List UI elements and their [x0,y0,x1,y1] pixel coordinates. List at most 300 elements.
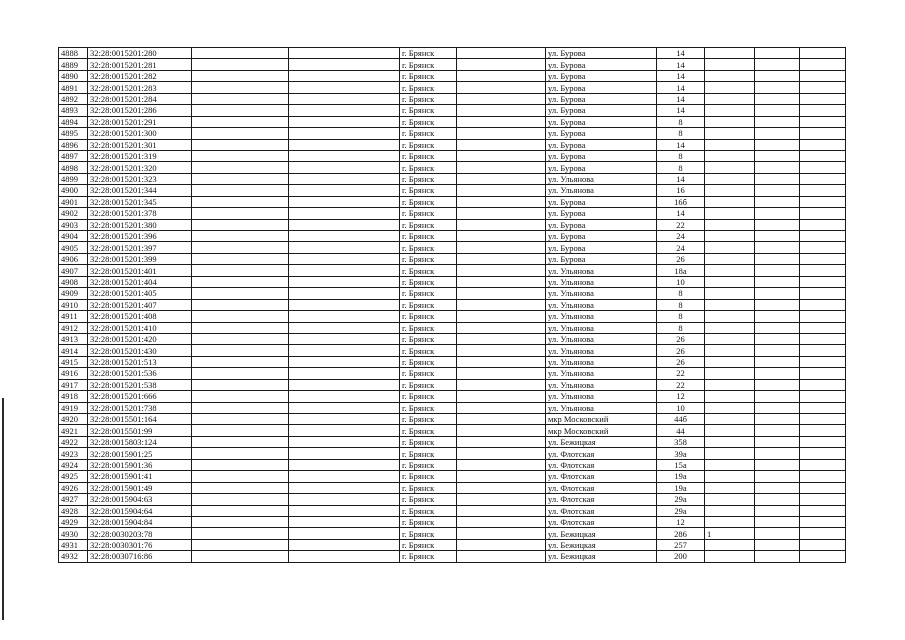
street-cell: ул. Бурова [546,70,657,81]
empty-cell [289,551,400,562]
mark-cell [705,505,755,516]
city-cell: г. Брянск [400,116,457,127]
table-row [59,299,846,310]
empty-cell [192,105,289,116]
empty-cell [289,48,400,59]
empty-cell [289,356,400,367]
cadastral-number-cell: 32:28:0015904:84 [88,516,192,527]
mark-cell [705,471,755,482]
city-cell: г. Брянск [400,539,457,550]
house-number-cell: 12 [657,516,705,527]
table-body [59,48,846,563]
street-cell: ул. Ульянова [546,356,657,367]
house-number-cell: 39а [657,448,705,459]
empty-cell [800,116,846,127]
empty-cell [457,356,546,367]
street-cell: ул. Ульянова [546,402,657,413]
empty-cell [457,311,546,322]
table-row [59,139,846,150]
cadastral-number-cell: 32:28:0030203:78 [88,528,192,539]
empty-cell [192,311,289,322]
empty-cell [192,185,289,196]
empty-cell [755,425,800,436]
city-cell: г. Брянск [400,70,457,81]
empty-cell [192,253,289,264]
street-cell: ул. Бежицкая [546,539,657,550]
mark-cell [705,516,755,527]
row-number-cell: 4919 [59,402,88,413]
city-cell: г. Брянск [400,139,457,150]
cadastral-number-cell: 32:28:0015201:396 [88,231,192,242]
cadastral-number-cell: 32:28:0015201:283 [88,82,192,93]
empty-cell [800,70,846,81]
table-row [59,231,846,242]
empty-cell [289,185,400,196]
empty-cell [289,82,400,93]
mark-cell [705,368,755,379]
mark-cell [705,265,755,276]
empty-cell [289,391,400,402]
row-number-cell: 4924 [59,459,88,470]
street-cell: ул. Бурова [546,208,657,219]
cadastral-number-cell: 32:28:0015201:345 [88,196,192,207]
city-cell: г. Брянск [400,150,457,161]
cadastral-number-cell: 32:28:0015201:282 [88,70,192,81]
house-number-cell: 16 [657,185,705,196]
street-cell: ул. Бурова [546,253,657,264]
house-number-cell: 8 [657,299,705,310]
table-row [59,356,846,367]
empty-cell [457,425,546,436]
mark-cell [705,551,755,562]
table-row [59,345,846,356]
scan-edge-shadow [2,398,4,620]
house-number-cell: 14 [657,208,705,219]
empty-cell [755,402,800,413]
empty-cell [192,219,289,230]
empty-cell [457,528,546,539]
house-number-cell: 29а [657,505,705,516]
street-cell: ул. Флотская [546,471,657,482]
empty-cell [192,139,289,150]
table-row [59,208,846,219]
street-cell: ул. Ульянова [546,391,657,402]
empty-cell [800,482,846,493]
city-cell: г. Брянск [400,482,457,493]
empty-cell [192,345,289,356]
empty-cell [457,208,546,219]
empty-cell [755,162,800,173]
empty-cell [289,425,400,436]
empty-cell [289,219,400,230]
row-number-cell: 4894 [59,116,88,127]
table-row [59,414,846,425]
table-row [59,82,846,93]
empty-cell [755,299,800,310]
cadastral-number-cell: 32:28:0015201:380 [88,219,192,230]
empty-cell [457,253,546,264]
row-number-cell: 4893 [59,105,88,116]
empty-cell [800,299,846,310]
table-row [59,551,846,562]
row-number-cell: 4929 [59,516,88,527]
street-cell: мкр Московский [546,414,657,425]
house-number-cell: 257 [657,539,705,550]
empty-cell [457,116,546,127]
empty-cell [755,128,800,139]
house-number-cell: 14 [657,59,705,70]
mark-cell [705,448,755,459]
city-cell: г. Брянск [400,379,457,390]
empty-cell [457,150,546,161]
house-number-cell: 16б [657,196,705,207]
row-number-cell: 4925 [59,471,88,482]
row-number-cell: 4892 [59,93,88,104]
table-row [59,459,846,470]
empty-cell [457,231,546,242]
empty-cell [289,265,400,276]
empty-cell [755,459,800,470]
street-cell: ул. Ульянова [546,322,657,333]
empty-cell [289,231,400,242]
empty-cell [457,105,546,116]
empty-cell [192,391,289,402]
cadastral-number-cell: 32:28:0015201:738 [88,402,192,413]
empty-cell [800,150,846,161]
empty-cell [800,59,846,70]
mark-cell [705,139,755,150]
empty-cell [289,288,400,299]
empty-cell [289,311,400,322]
cadastral-number-cell: 32:28:0015901:49 [88,482,192,493]
empty-cell [289,379,400,390]
table-row [59,185,846,196]
empty-cell [192,471,289,482]
empty-cell [755,185,800,196]
table-row [59,516,846,527]
empty-cell [800,322,846,333]
empty-cell [755,265,800,276]
empty-cell [755,105,800,116]
empty-cell [192,162,289,173]
mark-cell [705,402,755,413]
mark-cell [705,539,755,550]
empty-cell [457,185,546,196]
house-number-cell: 22 [657,379,705,390]
empty-cell [457,551,546,562]
empty-cell [755,345,800,356]
empty-cell [289,139,400,150]
city-cell: г. Брянск [400,208,457,219]
street-cell: ул. Флотская [546,482,657,493]
table-row [59,116,846,127]
empty-cell [289,345,400,356]
empty-cell [755,48,800,59]
table-row [59,105,846,116]
empty-cell [192,379,289,390]
empty-cell [192,414,289,425]
cadastral-number-cell: 32:28:0015201:401 [88,265,192,276]
empty-cell [800,105,846,116]
city-cell: г. Брянск [400,414,457,425]
city-cell: г. Брянск [400,242,457,253]
empty-cell [457,345,546,356]
city-cell: г. Брянск [400,173,457,184]
empty-cell [192,59,289,70]
table-row [59,436,846,447]
row-number-cell: 4921 [59,425,88,436]
empty-cell [457,242,546,253]
empty-cell [755,139,800,150]
street-cell: ул. Ульянова [546,379,657,390]
empty-cell [192,505,289,516]
house-number-cell: 8 [657,288,705,299]
house-number-cell: 8 [657,162,705,173]
row-number-cell: 4914 [59,345,88,356]
empty-cell [289,494,400,505]
empty-cell [192,173,289,184]
row-number-cell: 4913 [59,333,88,344]
empty-cell [289,253,400,264]
row-number-cell: 4905 [59,242,88,253]
empty-cell [755,93,800,104]
empty-cell [289,173,400,184]
table-row [59,70,846,81]
mark-cell [705,391,755,402]
house-number-cell: 12 [657,391,705,402]
empty-cell [755,196,800,207]
table-row [59,391,846,402]
empty-cell [755,311,800,322]
empty-cell [755,368,800,379]
city-cell: г. Брянск [400,299,457,310]
empty-cell [457,414,546,425]
empty-cell [800,345,846,356]
street-cell: ул. Флотская [546,516,657,527]
house-number-cell: 26 [657,345,705,356]
empty-cell [289,299,400,310]
table-row [59,368,846,379]
city-cell: г. Брянск [400,345,457,356]
mark-cell [705,105,755,116]
cadastral-number-cell: 32:28:0015201:405 [88,288,192,299]
empty-cell [755,173,800,184]
street-cell: ул. Ульянова [546,276,657,287]
street-cell: ул. Ульянова [546,368,657,379]
table-row [59,494,846,505]
empty-cell [192,116,289,127]
cadastral-number-cell: 32:28:0015901:25 [88,448,192,459]
row-number-cell: 4907 [59,265,88,276]
empty-cell [457,276,546,287]
mark-cell [705,208,755,219]
cadastral-number-cell: 32:28:0015201:323 [88,173,192,184]
city-cell: г. Брянск [400,288,457,299]
table-row [59,311,846,322]
city-cell: г. Брянск [400,356,457,367]
street-cell: ул. Бурова [546,139,657,150]
empty-cell [800,528,846,539]
row-number-cell: 4896 [59,139,88,150]
street-cell: ул. Ульянова [546,311,657,322]
cadastral-number-cell: 32:28:0030716:86 [88,551,192,562]
row-number-cell: 4901 [59,196,88,207]
empty-cell [289,505,400,516]
empty-cell [800,379,846,390]
mark-cell [705,436,755,447]
empty-cell [289,459,400,470]
empty-cell [457,379,546,390]
mark-cell [705,231,755,242]
house-number-cell: 18а [657,265,705,276]
house-number-cell: 26 [657,356,705,367]
empty-cell [457,448,546,459]
row-number-cell: 4897 [59,150,88,161]
empty-cell [800,459,846,470]
empty-cell [192,208,289,219]
empty-cell [800,414,846,425]
cadastral-number-cell: 32:28:0015501:164 [88,414,192,425]
empty-cell [755,471,800,482]
row-number-cell: 4915 [59,356,88,367]
city-cell: г. Брянск [400,253,457,264]
house-number-cell: 8 [657,128,705,139]
empty-cell [800,391,846,402]
empty-cell [192,288,289,299]
city-cell: г. Брянск [400,459,457,470]
empty-cell [192,516,289,527]
street-cell: ул. Бежицкая [546,436,657,447]
empty-cell [192,368,289,379]
cadastral-number-cell: 32:28:0015901:36 [88,459,192,470]
house-number-cell: 14 [657,173,705,184]
empty-cell [800,276,846,287]
city-cell: г. Брянск [400,162,457,173]
empty-cell [755,414,800,425]
city-cell: г. Брянск [400,333,457,344]
row-number-cell: 4898 [59,162,88,173]
row-number-cell: 4926 [59,482,88,493]
street-cell: ул. Бурова [546,48,657,59]
row-number-cell: 4930 [59,528,88,539]
city-cell: г. Брянск [400,516,457,527]
empty-cell [192,48,289,59]
mark-cell [705,311,755,322]
city-cell: г. Брянск [400,494,457,505]
empty-cell [457,494,546,505]
mark-cell [705,128,755,139]
empty-cell [800,162,846,173]
table-row [59,379,846,390]
empty-cell [192,448,289,459]
empty-cell [800,448,846,459]
street-cell: ул. Бурова [546,93,657,104]
empty-cell [755,116,800,127]
empty-cell [800,48,846,59]
cadastral-number-cell: 32:28:0015201:399 [88,253,192,264]
empty-cell [289,105,400,116]
city-cell: г. Брянск [400,196,457,207]
empty-cell [755,322,800,333]
empty-cell [192,242,289,253]
empty-cell [755,219,800,230]
cadastral-number-cell: 32:28:0015201:407 [88,299,192,310]
empty-cell [457,402,546,413]
row-number-cell: 4906 [59,253,88,264]
row-number-cell: 4912 [59,322,88,333]
empty-cell [755,150,800,161]
table-row [59,196,846,207]
house-number-cell: 8 [657,116,705,127]
empty-cell [289,196,400,207]
empty-cell [192,528,289,539]
cadastral-number-cell: 32:28:0015201:408 [88,311,192,322]
mark-cell: 1 [705,528,755,539]
empty-cell [192,459,289,470]
empty-cell [800,516,846,527]
empty-cell [755,482,800,493]
row-number-cell: 4931 [59,539,88,550]
cadastral-number-cell: 32:28:0015201:284 [88,93,192,104]
city-cell: г. Брянск [400,436,457,447]
mark-cell [705,253,755,264]
empty-cell [457,219,546,230]
house-number-cell: 8 [657,311,705,322]
empty-cell [755,288,800,299]
empty-cell [800,265,846,276]
empty-cell [800,185,846,196]
row-number-cell: 4890 [59,70,88,81]
table-row [59,48,846,59]
mark-cell [705,185,755,196]
empty-cell [800,208,846,219]
cadastral-number-cell: 32:28:0015201:320 [88,162,192,173]
house-number-cell: 22 [657,368,705,379]
row-number-cell: 4909 [59,288,88,299]
street-cell: ул. Ульянова [546,333,657,344]
empty-cell [289,528,400,539]
street-cell: ул. Бурова [546,59,657,70]
empty-cell [289,448,400,459]
table-row [59,333,846,344]
empty-cell [192,276,289,287]
row-number-cell: 4900 [59,185,88,196]
city-cell: г. Брянск [400,93,457,104]
cadastral-number-cell: 32:28:0015201:430 [88,345,192,356]
city-cell: г. Брянск [400,48,457,59]
mark-cell [705,494,755,505]
table-row [59,448,846,459]
mark-cell [705,288,755,299]
city-cell: г. Брянск [400,425,457,436]
empty-cell [800,505,846,516]
empty-cell [755,231,800,242]
cadastral-number-cell: 32:28:0015201:397 [88,242,192,253]
empty-cell [800,425,846,436]
empty-cell [755,333,800,344]
cadastral-number-cell: 32:28:0015803:124 [88,436,192,447]
street-cell: ул. Бурова [546,150,657,161]
city-cell: г. Брянск [400,391,457,402]
street-cell: ул. Бежицкая [546,551,657,562]
empty-cell [289,414,400,425]
empty-cell [457,82,546,93]
street-cell: ул. Бурова [546,219,657,230]
empty-cell [289,539,400,550]
table-row [59,59,846,70]
house-number-cell: 19а [657,471,705,482]
empty-cell [289,276,400,287]
